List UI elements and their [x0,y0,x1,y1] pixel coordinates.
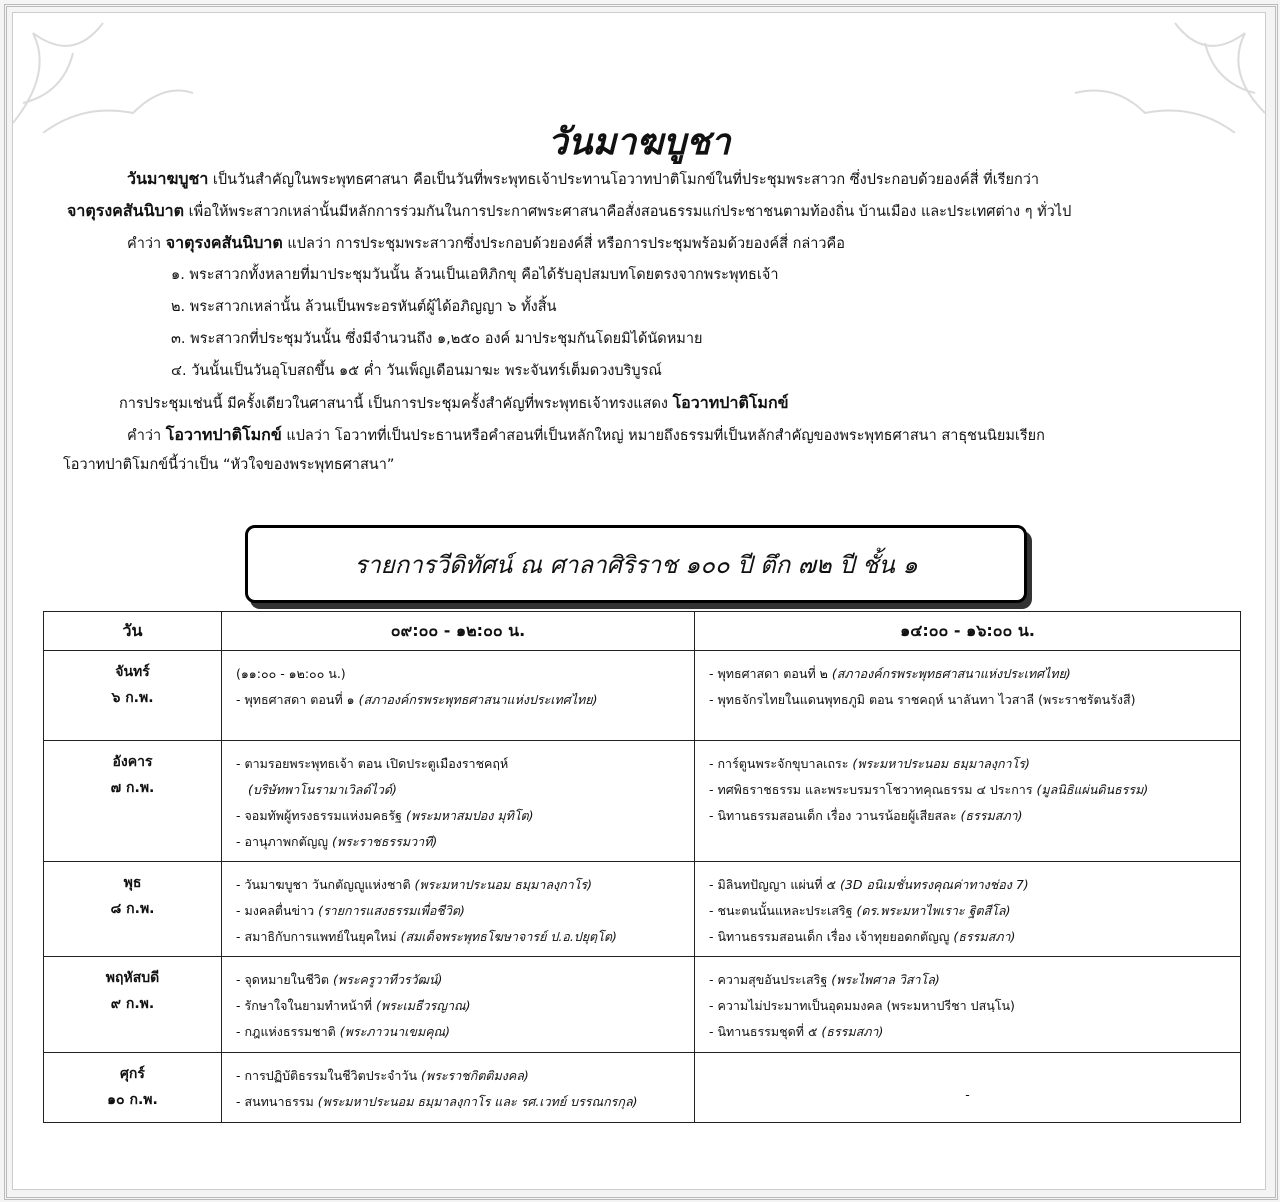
table-row [44,741,1241,862]
list-item: - ตามรอยพระพุทธเจ้า ตอน เปิดประตูเมืองราชคฤห์ [236,756,509,771]
header-afternoon: ๑๔:๐๐ - ๑๖:๐๐ น. [695,612,1241,651]
morning-cell [222,957,695,1053]
term-makha-bucha: วันมาฆบูชา [127,169,209,188]
intro-paragraph-2: จาตุรงคสันนิบาต เพื่อให้พระสาวกเหล่านั้นมีหลักการร่วมกันในการประกาศพระศาสนาคือสั่งสอนธรรมแก่ประชาชนตามท้องถิ่น บ้านเมือง และประเทศต่าง ๆ ทั่วไป [67,201,1072,220]
intro-list-item-3: ๓. พระสาวกที่ประชุมวันนั้น ซึ่งมีจำนวนถึง ๑,๒๕๐ องค์ มาประชุมกันโดยมิได้นัดหมาย [171,331,703,347]
schedule-banner [245,525,1027,603]
term-caturangasannipata: จาตุรงคสันนิบาต [67,201,185,220]
list-item: - นิทานธรรมสอนเด็ก เรื่อง วานรน้อยผู้เสียสละ (ธรรมสภา) [709,808,1023,823]
list-item: - สนทนาธรรม (พระมหาประนอม ธมฺมาลงฺกาโร และ รศ.เวทย์ บรรณกรกุล) [236,1094,638,1109]
list-item: - รักษาใจในยามทำหน้าที่ (พระเมธีวรญาณ) [236,998,471,1013]
banner-title: รายการวีดิทัศน์ ณ ศาลาศิริราช ๑๐๐ ปี ตึก ๗๒ ปี ชั้น ๑ [354,550,918,579]
afternoon-cell [695,651,1241,741]
list-item: - ความสุขอันประเสริฐ (พระไพศาล วิสาโล) [709,972,940,987]
document-page [12,12,1266,1190]
table-row [44,651,1241,741]
list-item: - ความไม่ประมาทเป็นอุดมมงคล (พระมหาปรีชา ปสนฺโน) [709,998,1015,1013]
list-item: - อานุภาพกตัญญู (พระราชธรรมวาที) [236,834,438,849]
day-cell: ศุกร์ ๑๐ ก.พ. [44,1053,222,1123]
list-item: - ชนะตนนั้นแหละประเสริฐ (ดร.พระมหาไพเราะ ฐิตสีโล) [709,903,1011,918]
list-item: (บริษัทพาโนรามาเวิลด์ไวด์) [248,782,397,797]
header-morning: ๐๙:๐๐ - ๑๒:๐๐ น. [222,612,695,651]
morning-cell [222,862,695,957]
intro-paragraph-3: คำว่า จาตุรงคสันนิบาต แปลว่า การประชุมพระสาวกซึ่งประกอบด้วยองค์สี่ หรือการประชุมพร้อมด้วยองค์สี่ กล่าวคือ [127,233,845,252]
morning-cell [222,651,695,741]
afternoon-cell-empty: - [695,1053,1241,1123]
morning-cell [222,1053,695,1123]
list-item: - มิลินทปัญญา แผ่นที่ ๕ (3D อนิเมชั่นทรงคุณค่าทางช่อง 7) [709,877,1029,892]
list-item: - การ์ตูนพระจักขุบาลเถระ (พระมหาประนอม ธมฺมาลงฺกาโร) [709,756,1030,771]
table-row [44,1053,1241,1123]
list-item: - กฎแห่งธรรมชาติ (พระภาวนาเขมคุณ) [236,1024,451,1039]
day-cell: จันทร์ ๖ ก.พ. [44,651,222,741]
list-item: - จอมทัพผู้ทรงธรรมแห่งมคธรัฐ (พระมหาสมปอง มุทิโต) [236,808,534,823]
intro-list-item-1: ๑. พระสาวกทั้งหลายที่มาประชุมวันนั้น ล้วนเป็นเอหิภิกขุ คือได้รับอุปสมบทโดยตรงจากพระพุทธเจ้า [171,267,779,283]
header-day: วัน [44,612,222,651]
intro-paragraph-4: การประชุมเช่นนี้ มีครั้งเดียวในศาสนานี้ เป็นการประชุมครั้งสำคัญที่พระพุทธเจ้าทรงแสดง โอวาทปาติโมกข์ [119,393,789,412]
intro-list-item-4: ๔. วันนั้นเป็นวันอุโบสถขึ้น ๑๕ ค่ำ วันเพ็ญเดือนมาฆะ พระจันทร์เต็มดวงบริบูรณ์ [171,363,662,379]
table-header-row [44,612,1241,651]
list-item: - พุทธจักรไทยในแดนพุทธภูมิ ตอน ราชคฤห์ นาลันทา ไวสาลี (พระราชรัตนรังสี) [709,692,1136,707]
afternoon-cell [695,862,1241,957]
afternoon-cell [695,741,1241,862]
list-item: - วันมาฆบูชา วันกตัญญูแห่งชาติ (พระมหาประนอม ธมฺมาลงฺกาโร) [236,877,593,892]
intro-paragraph-6: โอวาทปาติโมกข์นี้ว่าเป็น “หัวใจของพระพุทธศาสนา” [63,457,395,473]
list-item: - พุทธศาสดา ตอนที่ ๑ (สภาองค์กรพระพุทธศาสนาแห่งประเทศไทย) [236,692,598,707]
schedule-table [43,611,1241,1123]
morning-cell [222,741,695,862]
list-item: - นิทานธรรมสอนเด็ก เรื่อง เจ้าทุยยอดกตัญญู (ธรรมสภา) [709,929,1016,944]
list-item: - จุดหมายในชีวิต (พระครูวาทีวรวัฒน์) [236,972,443,987]
list-item: - สมาธิกับการแพทย์ในยุคใหม่ (สมเด็จพระพุทธโฆษาจารย์ ป.อ.ปยุตฺโต) [236,929,617,944]
list-item: - พุทธศาสดา ตอนที่ ๒ (สภาองค์กรพระพุทธศาสนาแห่งประเทศไทย) [709,666,1071,681]
day-cell: พฤหัสบดี ๙ ก.พ. [44,957,222,1053]
list-item: - มงคลตื่นข่าว (รายการแสงธรรมเพื่อชีวิต) [236,903,465,918]
intro-list-item-2: ๒. พระสาวกเหล่านั้น ล้วนเป็นพระอรหันต์ผู้ได้อภิญญา ๖ ทั้งสิ้น [171,299,557,315]
list-item: - นิทานธรรมชุดที่ ๕ (ธรรมสภา) [709,1024,884,1039]
table-row [44,957,1241,1053]
day-cell: อังคาร ๗ ก.พ. [44,741,222,862]
afternoon-cell [695,957,1241,1053]
day-cell: พุธ ๘ ก.พ. [44,862,222,957]
table-row [44,862,1241,957]
page-title: วันมาฆบูชา [547,121,731,163]
list-item: - การปฏิบัติธรรมในชีวิตประจำวัน (พระราชกิตติมงคล) [236,1068,529,1083]
list-item: - ทศพิธราชธรรม และพระบรมราโชวาทคุณธรรม ๔ ประการ (มูลนิธิแผ่นดินธรรม) [709,782,1149,797]
intro-paragraph-5: คำว่า โอวาทปาติโมกข์ แปลว่า โอวาทที่เป็นประธานหรือคำสอนที่เป็นหลักใหญ่ หมายถึงธรรมที่เป็นหลักสำคัญของพระพุทธศาสนา สาธุชนนิยมเรียก [127,425,1045,444]
list-item: (๑๑:๐๐ - ๑๒:๐๐ น.) [236,666,346,681]
intro-paragraph-1: วันมาฆบูชา เป็นวันสำคัญในพระพุทธศาสนา คือเป็นวันที่พระพุทธเจ้าประทานโอวาทปาติโมกข์ในที่ประชุมพระสาวก ซึ่งประกอบด้วยองค์สี่ ที่เรียกว่า [127,169,1040,188]
